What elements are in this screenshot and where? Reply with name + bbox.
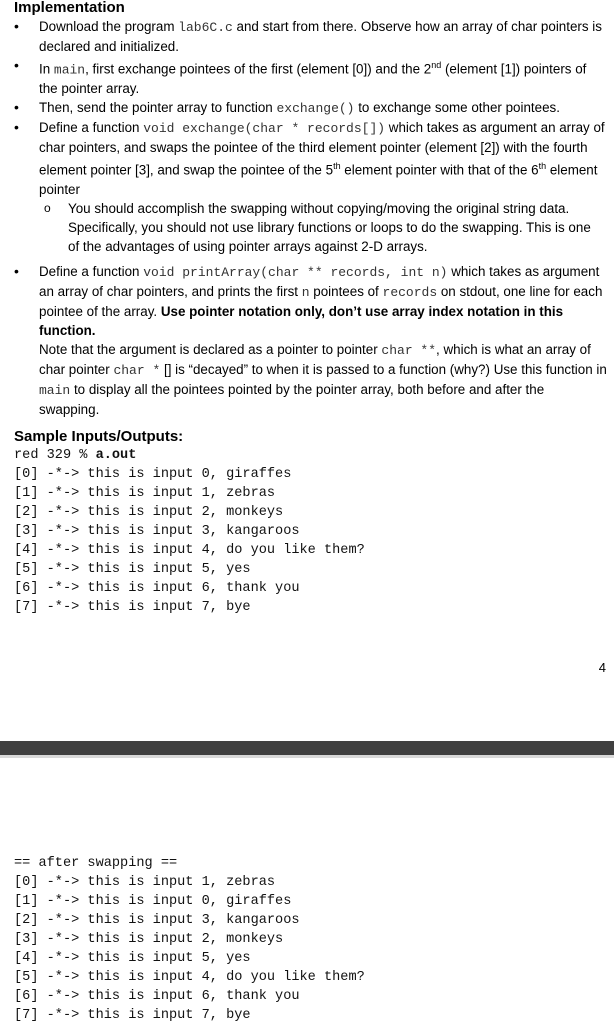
terminal-command-line	[14, 446, 136, 465]
bullet-send-array: • Then, send the pointer array to function exchange() to exchange some other pointees.	[14, 99, 560, 117]
output-line: [1] -*-> this is input 0, giraffes	[14, 894, 292, 909]
code-exchange-call: exchange()	[276, 101, 355, 117]
output-line: [3] -*-> this is input 2, monkeys	[14, 932, 284, 947]
implementation-heading: Implementation	[14, 0, 125, 16]
output-before-swapping	[14, 465, 365, 617]
bullet-dot: •	[14, 263, 19, 279]
printarray-bullet-list	[0, 262, 607, 419]
output-line: [2] -*-> this is input 3, kangaroos	[14, 913, 300, 928]
output-line: [4] -*-> this is input 5, yes	[14, 951, 251, 966]
sub-bullet-no-copy: o You should accomplish the swapping without copying/moving the original string data. Specifically, you should not use library functions or loops to do the swapping. This is one of the advantages of using pointer arrays against 2-D arrays.	[44, 200, 591, 254]
output-line: [5] -*-> this is input 5, yes	[14, 562, 251, 577]
shell-prompt: red 329 %	[14, 448, 96, 463]
output-line: [6] -*-> this is input 6, thank you	[14, 989, 300, 1004]
page-separator-bar	[0, 741, 614, 755]
output-line: [7] -*-> this is input 7, bye	[14, 600, 251, 615]
bullet-dot: •	[14, 99, 19, 116]
bullet-define-exchange: • Define a function void exchange(char * records[]) which takes as argument an array of char pointers, and swaps the pointee of the third element pointer (element [2]) with the fourth element pointer [3], and swap the pointee of the 5th element pointer with that of the 6th element pointer	[14, 119, 605, 197]
command-aout: a.out	[95, 448, 137, 463]
sub-bullet-circle: o	[44, 200, 51, 215]
implementation-bullet-list	[0, 17, 607, 256]
code-filename: lab6C.c	[178, 20, 233, 35]
code-exchange-signature: void exchange(char * records[])	[143, 121, 386, 137]
output-line: [7] -*-> this is input 7, bye	[14, 1008, 251, 1023]
after-swapping-header: == after swapping ==	[14, 856, 178, 871]
bullet-download: • Download the program lab6C.c and start from there. Observe how an array of char pointers is declared and initialized.	[14, 18, 602, 54]
bullet-dot: •	[14, 57, 19, 73]
bullet-define-printarray: • Define a function void printArray(char ** records, int n) which takes as argument an array of char pointers, and prints the first n pointees of records on stdout, one line for each pointee of the array. Use pointer notation only, don’t use array index notation in this function. Note that the argument is declared as a pointer to pointer char **, which is what an array of char pointer char * [] is “decayed” to when it is passed to a function (why?) Use this function in main to display all the pointees pointed by the pointer array, both before and after the swapping.	[14, 263, 607, 417]
output-after-swapping	[14, 873, 365, 1025]
output-line: [2] -*-> this is input 2, monkeys	[14, 505, 284, 520]
output-line: [5] -*-> this is input 4, do you like them?	[14, 970, 365, 985]
sample-heading: Sample Inputs/Outputs:	[14, 428, 184, 445]
page-number: 4	[598, 660, 606, 675]
bullet-main-exchange: • In main, first exchange pointees of the first (element [0]) and the 2nd (element [1]) pointers of the pointer array.	[14, 57, 587, 97]
bullet-dot: •	[14, 18, 19, 34]
output-line: [6] -*-> this is input 6, thank you	[14, 581, 300, 596]
code-printarray-signature: void printArray(char ** records, int n)	[143, 265, 448, 280]
bold-instruction: Use pointer notation only, don’t use array index notation in this function.	[39, 304, 564, 338]
output-line: [0] -*-> this is input 0, giraffes	[14, 467, 292, 482]
bullet-dot: •	[14, 119, 19, 136]
output-line: [3] -*-> this is input 3, kangaroos	[14, 524, 300, 539]
code-main: main	[53, 62, 86, 78]
document-page-2	[0, 758, 614, 1024]
output-line: [0] -*-> this is input 1, zebras	[14, 875, 276, 890]
output-line: [4] -*-> this is input 4, do you like them?	[14, 543, 365, 558]
output-line: [1] -*-> this is input 1, zebras	[14, 486, 276, 501]
